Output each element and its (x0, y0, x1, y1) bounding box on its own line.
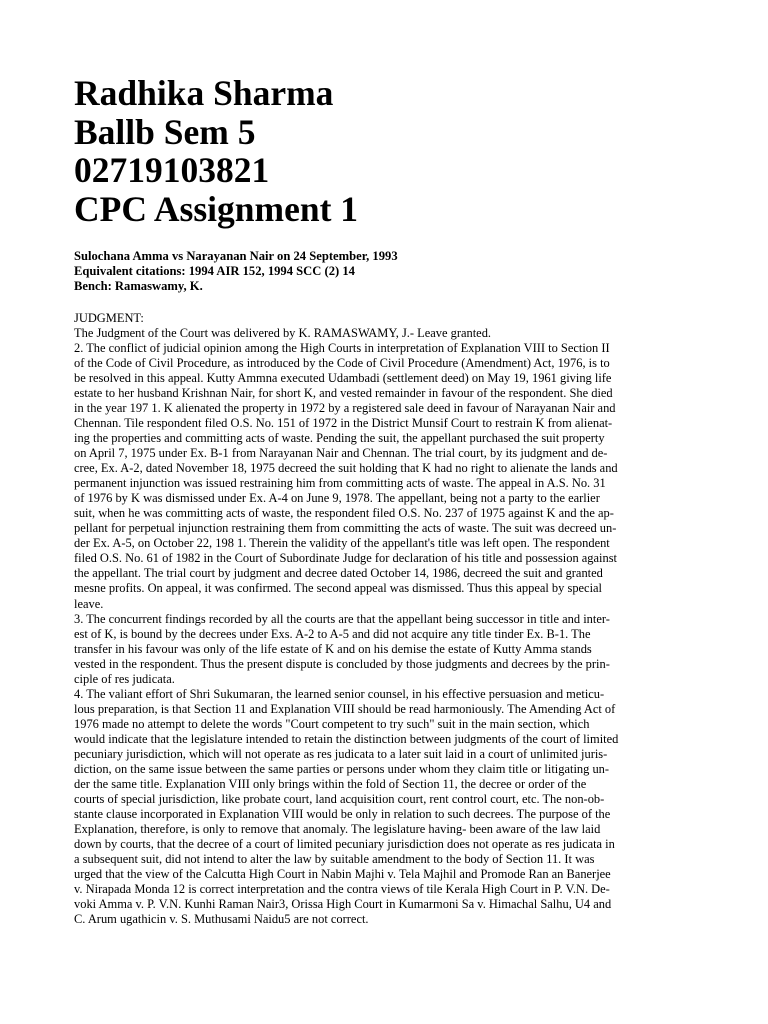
case-title: Sulochana Amma vs Narayanan Nair on 24 September, 1993 (74, 249, 398, 263)
judgment-line: urged that the view of the Calcutta High Court in Nabin Majhi v. Tela Majhil and Promode Ran an Banerjee (74, 867, 611, 882)
judgment-line: Explanation, therefore, is only to remove that anomaly. The legislature having- been aware of the law laid (74, 822, 601, 837)
judgment-line: estate to her husband Krishnan Nair, for short K, and vested remainder in favour of the respondent. She died (74, 385, 613, 400)
judgment-line: ciple of res judicata. (74, 671, 175, 686)
judgment-line: a subsequent suit, did not intend to alter the law by suitable amendment to the body of Section 11. It was (74, 852, 595, 867)
enrollment-number: 02719103821 (74, 150, 270, 190)
judgment-line: in the year 197 1. K alienated the property in 1972 by a registered sale deed in favour of Narayanan Nair and (74, 400, 616, 415)
case-bench: Bench: Ramaswamy, K. (74, 279, 203, 294)
judgment-line: permanent injunction was issued restraining him from committing acts of waste. The appeal in A.S. No. 31 (74, 476, 606, 491)
judgment-line: of 1976 by K was dismissed under Ex. A-4 on June 9, 1978. The appellant, being not a party to the earlier (74, 491, 600, 506)
judgment-line: cree, Ex. A-2, dated November 18, 1975 decreed the suit holding that K had no right to alienate the lands and (74, 461, 618, 476)
judgment-line: the appellant. The trial court by judgment and decree dated October 14, 1986, decreed the suit and granted (74, 566, 603, 581)
judgment-line: est of K, is bound by the decrees under Exs. A-2 to A-5 and did not acquire any title tinder Ex. B-1. The (74, 626, 591, 641)
judgment-line: 2. The conflict of judicial opinion among the High Courts in interpretation of Explanation VIII to Section II (74, 340, 610, 355)
case-metadata (74, 249, 692, 295)
judgment-line: voki Amma v. P. V.N. Kunhi Raman Nair3, Orissa High Court in Kumarmoni Sa v. Himachal Salhu, U4 and (74, 897, 612, 912)
judgment-line: der the same title. Explanation VIII only brings within the fold of Section 11, the decree or order of the (74, 777, 587, 792)
judgment-line: ing the properties and committing acts of waste. Pending the suit, the appellant purchased the suit property (74, 430, 605, 445)
judgment-line: suit, when he was committing acts of waste, the respondent filed O.S. No. 237 of 1975 against K and the ap- (74, 506, 614, 521)
student-name: Radhika Sharma (74, 73, 334, 113)
course-semester: Ballb Sem 5 (74, 111, 256, 152)
assignment-title: CPC Assignment 1 (74, 188, 359, 229)
judgment-line: vested in the respondent. Thus the present dispute is concluded by those judgments and decrees by the prin- (74, 656, 610, 671)
judgment-line: pellant for perpetual injunction restraining them from committing the acts of waste. The suit was decreed un- (74, 521, 617, 536)
judgment-line: mesne profits. On appeal, it was confirmed. The second appeal was dismissed. Thus this appeal by special (74, 581, 603, 596)
judgment-line: der Ex. A-5, on October 22, 198 1. Therein the validity of the appellant's title was left open. The respondent (74, 536, 610, 551)
document-page (74, 74, 692, 928)
judgment-line: C. Arum ugathicin v. S. Muthusami Naidu5 are not correct. (74, 912, 369, 927)
judgment-line: be resolved in this appeal. Kutty Ammna executed Udambadi (settlement deed) on May 19, 1961 giving life (74, 370, 612, 385)
judgment-line: lous preparation, is that Section 11 and Explanation VIII should be read harmoniously. The Amending Act of (74, 701, 616, 716)
judgment-heading: JUDGMENT: (74, 310, 144, 325)
judgment-line: v. Nirapada Monda 12 is correct interpretation and the contra views of tile Kerala High Court in P. V.N. De- (74, 882, 610, 897)
judgment-line: would indicate that the legislature intended to retain the distinction between judgments of the court of limited (74, 731, 619, 746)
judgment-line: leave. (74, 596, 104, 611)
judgment-line: down by courts, that the decree of a court of limited pecuniary jurisdiction does not operate as res judicata in (74, 837, 615, 852)
judgment-line: pecuniary jurisdiction, which will not operate as res judicata to a later suit laid in a court of unlimited juris- (74, 746, 608, 761)
judgment-line: 1976 made no attempt to delete the words "Court competent to try such" suit in the main section, which (74, 716, 590, 731)
judgment-line: diction, on the same issue between the same parties or persons under whom they claim title or litigating un- (74, 762, 610, 777)
judgment-line: The Judgment of the Court was delivered by K. RAMASWAMY, J.- Leave granted. (74, 325, 492, 340)
judgment-line: on April 7, 1975 under Ex. B-1 from Narayanan Nair and Chennan. The trial court, by its judgment and de- (74, 446, 608, 461)
judgment-line: transfer in his favour was only of the life estate of K and on his demise the estate of Kutty Amma stands (74, 641, 592, 656)
judgment-line: 3. The concurrent findings recorded by all the courts are that the appellant being successor in title and inter- (74, 611, 610, 626)
student-header (74, 74, 692, 228)
case-citations: Equivalent citations: 1994 AIR 152, 1994 SCC (2) 14 (74, 264, 355, 279)
judgment-line: filed O.S. No. 61 of 1982 in the Court of Subordinate Judge for declaration of his title and possession against (74, 551, 618, 566)
judgment-body (74, 311, 692, 928)
judgment-line: of the Code of Civil Procedure, as introduced by the Code of Civil Procedure (Amendment) Act, 1976, is to (74, 355, 610, 370)
judgment-line: Chennan. Tile respondent filed O.S. No. 151 of 1972 in the District Munsif Court to restrain K from alienat- (74, 415, 613, 430)
judgment-line: 4. The valiant effort of Shri Sukumaran, the learned senior counsel, in his effective persuasion and meticu- (74, 686, 605, 701)
judgment-line: courts of special jurisdiction, like probate court, land acquisition court, rent control court, etc. The non-ob- (74, 792, 605, 807)
judgment-line: stante clause incorporated in Explanation VIII would be only in relation to such decrees. The purpose of the (74, 807, 611, 822)
